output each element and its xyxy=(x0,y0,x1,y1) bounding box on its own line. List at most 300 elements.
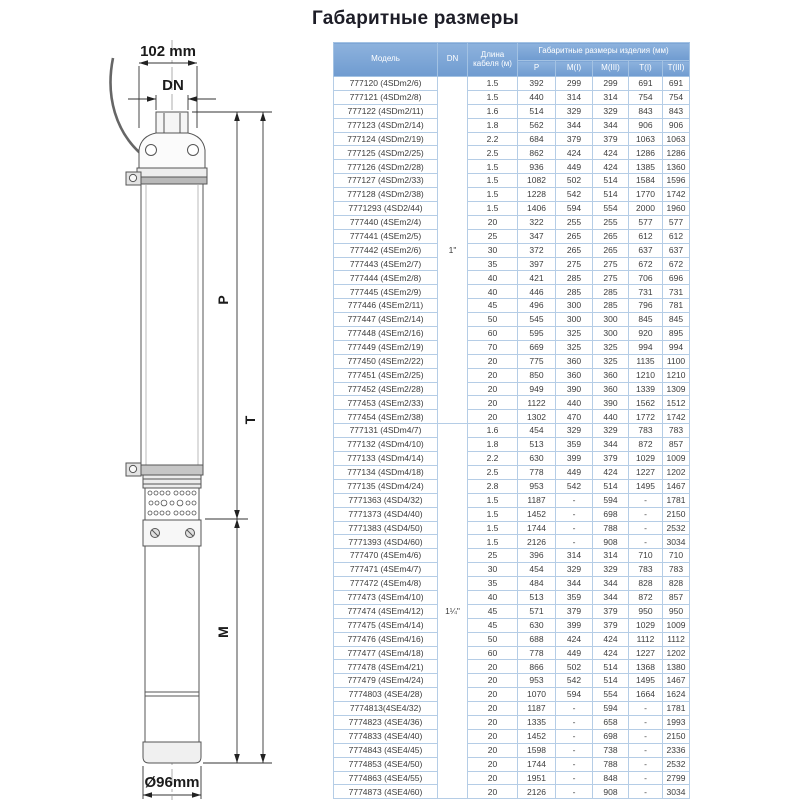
value-cell: 513 xyxy=(518,438,556,452)
value-cell: 20 xyxy=(468,215,518,229)
dim-label-t: T xyxy=(242,415,258,425)
value-cell: 446 xyxy=(518,285,556,299)
table-row xyxy=(334,146,690,160)
value-cell: 424 xyxy=(593,646,629,660)
value-cell: - xyxy=(556,785,593,799)
value-cell: 545 xyxy=(518,313,556,327)
model-cell: 7771363 (4SD4/32) xyxy=(334,493,438,507)
value-cell: 390 xyxy=(593,396,629,410)
value-cell: 30 xyxy=(468,243,518,257)
value-cell: 1.6 xyxy=(468,424,518,438)
value-cell: 1227 xyxy=(629,646,663,660)
value-cell: 672 xyxy=(663,257,690,271)
value-cell: - xyxy=(629,702,663,716)
value-cell: 1742 xyxy=(663,410,690,424)
value-cell: 1082 xyxy=(518,174,556,188)
value-cell: 1063 xyxy=(629,132,663,146)
value-cell: 850 xyxy=(518,368,556,382)
dim-label-m: M xyxy=(215,626,231,638)
value-cell: 542 xyxy=(556,674,593,688)
model-cell: 777449 (4SEm2/19) xyxy=(334,340,438,354)
dim-label-dn: DN xyxy=(162,77,184,94)
value-cell: 514 xyxy=(593,479,629,493)
value-cell: 344 xyxy=(593,577,629,591)
value-cell: 542 xyxy=(556,479,593,493)
value-cell: 862 xyxy=(518,146,556,160)
table-row xyxy=(334,354,690,368)
value-cell: 953 xyxy=(518,479,556,493)
table-row xyxy=(334,202,690,216)
value-cell: 2336 xyxy=(663,743,690,757)
table-row xyxy=(334,174,690,188)
value-cell: 1.5 xyxy=(468,493,518,507)
value-cell: 1135 xyxy=(629,354,663,368)
value-cell: 484 xyxy=(518,577,556,591)
value-cell: 20 xyxy=(468,702,518,716)
value-cell: 2150 xyxy=(663,507,690,521)
table-row xyxy=(334,243,690,257)
value-cell: 1063 xyxy=(663,132,690,146)
value-cell: - xyxy=(556,757,593,771)
value-cell: 706 xyxy=(629,271,663,285)
value-cell: 594 xyxy=(556,202,593,216)
table-row xyxy=(334,340,690,354)
value-cell: 285 xyxy=(593,285,629,299)
value-cell: 360 xyxy=(556,354,593,368)
value-cell: 514 xyxy=(593,674,629,688)
header-dims-group: Габаритные размеры изделия (мм) xyxy=(518,43,690,61)
value-cell: 45 xyxy=(468,604,518,618)
model-cell: 777440 (4SEm2/4) xyxy=(334,215,438,229)
value-cell: - xyxy=(556,507,593,521)
value-cell: 669 xyxy=(518,340,556,354)
model-cell: 777471 (4SEm4/7) xyxy=(334,563,438,577)
value-cell: 612 xyxy=(629,229,663,243)
model-cell: 7774853 (4SE4/50) xyxy=(334,757,438,771)
value-cell: 994 xyxy=(629,340,663,354)
value-cell: 554 xyxy=(593,202,629,216)
value-cell: 1770 xyxy=(629,188,663,202)
value-cell: 843 xyxy=(663,104,690,118)
value-cell: - xyxy=(556,521,593,535)
table-row xyxy=(334,271,690,285)
value-cell: 1227 xyxy=(629,465,663,479)
dimensions-table-body xyxy=(334,77,690,799)
value-cell: 1380 xyxy=(663,660,690,674)
model-cell: 777474 (4SEm4/12) xyxy=(334,604,438,618)
value-cell: 514 xyxy=(593,660,629,674)
value-cell: 265 xyxy=(593,243,629,257)
value-cell: 908 xyxy=(593,785,629,799)
model-cell: 7771293 (4SD2/44) xyxy=(334,202,438,216)
value-cell: 300 xyxy=(556,313,593,327)
model-cell: 777443 (4SEm2/7) xyxy=(334,257,438,271)
value-cell: 2.5 xyxy=(468,146,518,160)
value-cell: 895 xyxy=(663,327,690,341)
value-cell: 754 xyxy=(663,90,690,104)
table-row xyxy=(334,229,690,243)
head-flange xyxy=(137,168,207,177)
value-cell: 1.5 xyxy=(468,174,518,188)
dim-label-diameter: Ø96mm xyxy=(144,774,200,791)
model-cell: 777441 (4SEm2/5) xyxy=(334,229,438,243)
value-cell: 424 xyxy=(556,146,593,160)
value-cell: 424 xyxy=(593,146,629,160)
value-cell: 322 xyxy=(518,215,556,229)
value-cell: 379 xyxy=(593,452,629,466)
value-cell: 30 xyxy=(468,563,518,577)
value-cell: 1339 xyxy=(629,382,663,396)
model-cell: 777120 (4SDm2/6) xyxy=(334,77,438,91)
pump-drawing xyxy=(0,0,330,800)
value-cell: 1781 xyxy=(663,702,690,716)
value-cell: 778 xyxy=(518,465,556,479)
value-cell: 275 xyxy=(593,257,629,271)
page-title: Габаритные размеры xyxy=(312,8,519,29)
value-cell: 45 xyxy=(468,299,518,313)
discharge-outlet xyxy=(156,112,188,134)
value-cell: 542 xyxy=(556,188,593,202)
value-cell: 1495 xyxy=(629,479,663,493)
value-cell: 344 xyxy=(556,577,593,591)
value-cell: 20 xyxy=(468,757,518,771)
value-cell: 731 xyxy=(663,285,690,299)
value-cell: 300 xyxy=(556,299,593,313)
value-cell: 60 xyxy=(468,646,518,660)
value-cell: 577 xyxy=(663,215,690,229)
value-cell: 595 xyxy=(518,327,556,341)
value-cell: 399 xyxy=(556,452,593,466)
value-cell: 950 xyxy=(629,604,663,618)
value-cell: 1562 xyxy=(629,396,663,410)
model-cell: 777131 (4SDm4/7) xyxy=(334,424,438,438)
value-cell: 2.2 xyxy=(468,452,518,466)
value-cell: 2.2 xyxy=(468,132,518,146)
model-cell: 7771383 (4SD4/50) xyxy=(334,521,438,535)
header-model: Модель xyxy=(334,43,438,77)
table-row xyxy=(334,535,690,549)
table-row xyxy=(334,104,690,118)
table-row xyxy=(334,563,690,577)
table-row xyxy=(334,702,690,716)
value-cell: 936 xyxy=(518,160,556,174)
value-cell: 379 xyxy=(593,604,629,618)
value-cell: 612 xyxy=(663,229,690,243)
value-cell: 379 xyxy=(556,132,593,146)
value-cell: 359 xyxy=(556,438,593,452)
value-cell: 399 xyxy=(556,618,593,632)
value-cell: 1960 xyxy=(663,202,690,216)
value-cell: 1624 xyxy=(663,688,690,702)
table-header xyxy=(334,43,690,77)
table-row xyxy=(334,785,690,799)
model-cell: 777442 (4SEm2/6) xyxy=(334,243,438,257)
table-row xyxy=(334,452,690,466)
value-cell: 1744 xyxy=(518,757,556,771)
model-cell: 777127 (4SDm2/33) xyxy=(334,174,438,188)
value-cell: 949 xyxy=(518,382,556,396)
value-cell: 828 xyxy=(663,577,690,591)
value-cell: 1406 xyxy=(518,202,556,216)
value-cell: 449 xyxy=(556,160,593,174)
value-cell: 1309 xyxy=(663,382,690,396)
value-cell: 1.8 xyxy=(468,438,518,452)
model-cell: 777125 (4SDm2/25) xyxy=(334,146,438,160)
value-cell: 329 xyxy=(556,104,593,118)
table-row xyxy=(334,410,690,424)
model-cell: 777477 (4SEm4/18) xyxy=(334,646,438,660)
value-cell: 1744 xyxy=(518,521,556,535)
value-cell: 502 xyxy=(556,174,593,188)
value-cell: 314 xyxy=(556,90,593,104)
model-cell: 7774813(4SE4/32) xyxy=(334,702,438,716)
value-cell: 577 xyxy=(629,215,663,229)
taper-section xyxy=(143,475,201,488)
value-cell: 1951 xyxy=(518,771,556,785)
value-cell: 454 xyxy=(518,563,556,577)
value-cell: - xyxy=(629,785,663,799)
value-cell: 20 xyxy=(468,785,518,799)
value-cell: 424 xyxy=(593,465,629,479)
table-row xyxy=(334,118,690,132)
value-cell: 781 xyxy=(663,299,690,313)
value-cell: 20 xyxy=(468,660,518,674)
value-cell: 637 xyxy=(629,243,663,257)
value-cell: 857 xyxy=(663,438,690,452)
value-cell: - xyxy=(629,743,663,757)
value-cell: 1664 xyxy=(629,688,663,702)
model-cell: 7774843 (4SE4/45) xyxy=(334,743,438,757)
value-cell: 397 xyxy=(518,257,556,271)
model-cell: 777126 (4SDm2/28) xyxy=(334,160,438,174)
table-row xyxy=(334,188,690,202)
value-cell: 325 xyxy=(556,340,593,354)
value-cell: 390 xyxy=(556,382,593,396)
pump-body xyxy=(141,184,203,465)
model-cell: 7774863 (4SE4/55) xyxy=(334,771,438,785)
table-row xyxy=(334,590,690,604)
value-cell: 594 xyxy=(593,702,629,716)
value-cell: 554 xyxy=(593,688,629,702)
value-cell: 788 xyxy=(593,521,629,535)
dn-cell: 1¼" xyxy=(438,424,468,799)
clamp-band-top xyxy=(137,177,207,184)
value-cell: 40 xyxy=(468,590,518,604)
table-row xyxy=(334,396,690,410)
value-cell: 275 xyxy=(593,271,629,285)
value-cell: 35 xyxy=(468,577,518,591)
value-cell: 424 xyxy=(593,632,629,646)
table-row xyxy=(334,577,690,591)
value-cell: 908 xyxy=(593,535,629,549)
value-cell: 372 xyxy=(518,243,556,257)
value-cell: 1452 xyxy=(518,507,556,521)
value-cell: 783 xyxy=(629,424,663,438)
dn-cell: 1" xyxy=(438,77,468,424)
value-cell: 1122 xyxy=(518,396,556,410)
dimensions-table xyxy=(333,42,690,799)
value-cell: 344 xyxy=(593,438,629,452)
value-cell: - xyxy=(556,771,593,785)
value-cell: 470 xyxy=(556,410,593,424)
value-cell: 449 xyxy=(556,465,593,479)
value-cell: - xyxy=(629,729,663,743)
header-dim-p: P xyxy=(518,61,556,77)
value-cell: 50 xyxy=(468,313,518,327)
value-cell: 1029 xyxy=(629,452,663,466)
model-cell: 777450 (4SEm2/22) xyxy=(334,354,438,368)
value-cell: 788 xyxy=(593,757,629,771)
dim-label-102mm: 102 mm xyxy=(140,43,196,60)
value-cell: 710 xyxy=(663,549,690,563)
value-cell: 1202 xyxy=(663,465,690,479)
value-cell: 2.5 xyxy=(468,465,518,479)
value-cell: 1.5 xyxy=(468,535,518,549)
dim-label-p: P xyxy=(215,295,231,305)
value-cell: 1467 xyxy=(663,479,690,493)
value-cell: 872 xyxy=(629,590,663,604)
model-cell: 777472 (4SEm4/8) xyxy=(334,577,438,591)
model-cell: 777122 (4SDm2/11) xyxy=(334,104,438,118)
value-cell: 866 xyxy=(518,660,556,674)
model-cell: 7774873 (4SE4/60) xyxy=(334,785,438,799)
value-cell: 1993 xyxy=(663,715,690,729)
value-cell: 1.5 xyxy=(468,188,518,202)
table-row xyxy=(334,493,690,507)
value-cell: 513 xyxy=(518,590,556,604)
value-cell: 1.5 xyxy=(468,160,518,174)
bottom-cap xyxy=(143,742,201,763)
value-cell: 421 xyxy=(518,271,556,285)
model-cell: 777447 (4SEm2/14) xyxy=(334,313,438,327)
table-row xyxy=(334,521,690,535)
value-cell: 20 xyxy=(468,674,518,688)
value-cell: 496 xyxy=(518,299,556,313)
value-cell: 60 xyxy=(468,327,518,341)
value-cell: 1.5 xyxy=(468,77,518,91)
value-cell: 1009 xyxy=(663,618,690,632)
value-cell: - xyxy=(556,493,593,507)
table-row xyxy=(334,465,690,479)
value-cell: 329 xyxy=(593,563,629,577)
value-cell: 1210 xyxy=(629,368,663,382)
model-cell: 777448 (4SEm2/16) xyxy=(334,327,438,341)
value-cell: 20 xyxy=(468,354,518,368)
value-cell: 731 xyxy=(629,285,663,299)
value-cell: 314 xyxy=(556,549,593,563)
table-row xyxy=(334,438,690,452)
value-cell: - xyxy=(556,535,593,549)
value-cell: 1.5 xyxy=(468,202,518,216)
value-cell: 265 xyxy=(593,229,629,243)
value-cell: 299 xyxy=(593,77,629,91)
value-cell: 1467 xyxy=(663,674,690,688)
value-cell: 857 xyxy=(663,590,690,604)
model-cell: 7771373 (4SD4/40) xyxy=(334,507,438,521)
table-row xyxy=(334,285,690,299)
model-cell: 777445 (4SEm2/9) xyxy=(334,285,438,299)
value-cell: 1.5 xyxy=(468,507,518,521)
value-cell: 1598 xyxy=(518,743,556,757)
model-cell: 777478 (4SEm4/21) xyxy=(334,660,438,674)
value-cell: 1187 xyxy=(518,493,556,507)
value-cell: - xyxy=(629,507,663,521)
value-cell: 684 xyxy=(518,132,556,146)
header-dim-t1: T(I) xyxy=(629,61,663,77)
table-row xyxy=(334,313,690,327)
value-cell: 775 xyxy=(518,354,556,368)
table-row xyxy=(334,132,690,146)
value-cell: 1.8 xyxy=(468,118,518,132)
model-cell: 777454 (4SEm2/38) xyxy=(334,410,438,424)
value-cell: 329 xyxy=(556,563,593,577)
table-row xyxy=(334,327,690,341)
table-row xyxy=(334,743,690,757)
table-row xyxy=(334,715,690,729)
value-cell: 950 xyxy=(663,604,690,618)
clamp-screw-top xyxy=(129,174,136,181)
value-cell: 1.5 xyxy=(468,90,518,104)
table-row xyxy=(334,771,690,785)
model-cell: 777135 (4SDm4/24) xyxy=(334,479,438,493)
model-cell: 777453 (4SEm2/33) xyxy=(334,396,438,410)
value-cell: - xyxy=(556,729,593,743)
value-cell: 40 xyxy=(468,285,518,299)
value-cell: 2150 xyxy=(663,729,690,743)
value-cell: 502 xyxy=(556,660,593,674)
value-cell: 2532 xyxy=(663,757,690,771)
model-cell: 7774833 (4SE4/40) xyxy=(334,729,438,743)
table-row xyxy=(334,674,690,688)
value-cell: 1302 xyxy=(518,410,556,424)
model-cell: 777476 (4SEm4/16) xyxy=(334,632,438,646)
value-cell: 906 xyxy=(629,118,663,132)
table-row xyxy=(334,646,690,660)
model-cell: 7771393 (4SD4/60) xyxy=(334,535,438,549)
value-cell: 379 xyxy=(593,132,629,146)
value-cell: 20 xyxy=(468,396,518,410)
value-cell: 2532 xyxy=(663,521,690,535)
table-row xyxy=(334,382,690,396)
value-cell: 754 xyxy=(629,90,663,104)
header-dn: DN xyxy=(438,43,468,77)
value-cell: 454 xyxy=(518,424,556,438)
value-cell: 637 xyxy=(663,243,690,257)
value-cell: - xyxy=(629,757,663,771)
value-cell: 571 xyxy=(518,604,556,618)
value-cell: 828 xyxy=(629,577,663,591)
value-cell: 344 xyxy=(593,590,629,604)
value-cell: 325 xyxy=(593,354,629,368)
value-cell: 20 xyxy=(468,743,518,757)
value-cell: 1286 xyxy=(663,146,690,160)
model-cell: 777132 (4SDm4/10) xyxy=(334,438,438,452)
value-cell: 360 xyxy=(593,382,629,396)
value-cell: 20 xyxy=(468,410,518,424)
model-cell: 777446 (4SEm2/11) xyxy=(334,299,438,313)
value-cell: 688 xyxy=(518,632,556,646)
value-cell: 994 xyxy=(663,340,690,354)
value-cell: 440 xyxy=(518,90,556,104)
value-cell: 778 xyxy=(518,646,556,660)
value-cell: 920 xyxy=(629,327,663,341)
value-cell: 514 xyxy=(593,188,629,202)
value-cell: 440 xyxy=(556,396,593,410)
bolt-hole-left xyxy=(146,145,157,156)
bolt-hole-right xyxy=(188,145,199,156)
value-cell: 344 xyxy=(593,118,629,132)
table-row xyxy=(334,257,690,271)
